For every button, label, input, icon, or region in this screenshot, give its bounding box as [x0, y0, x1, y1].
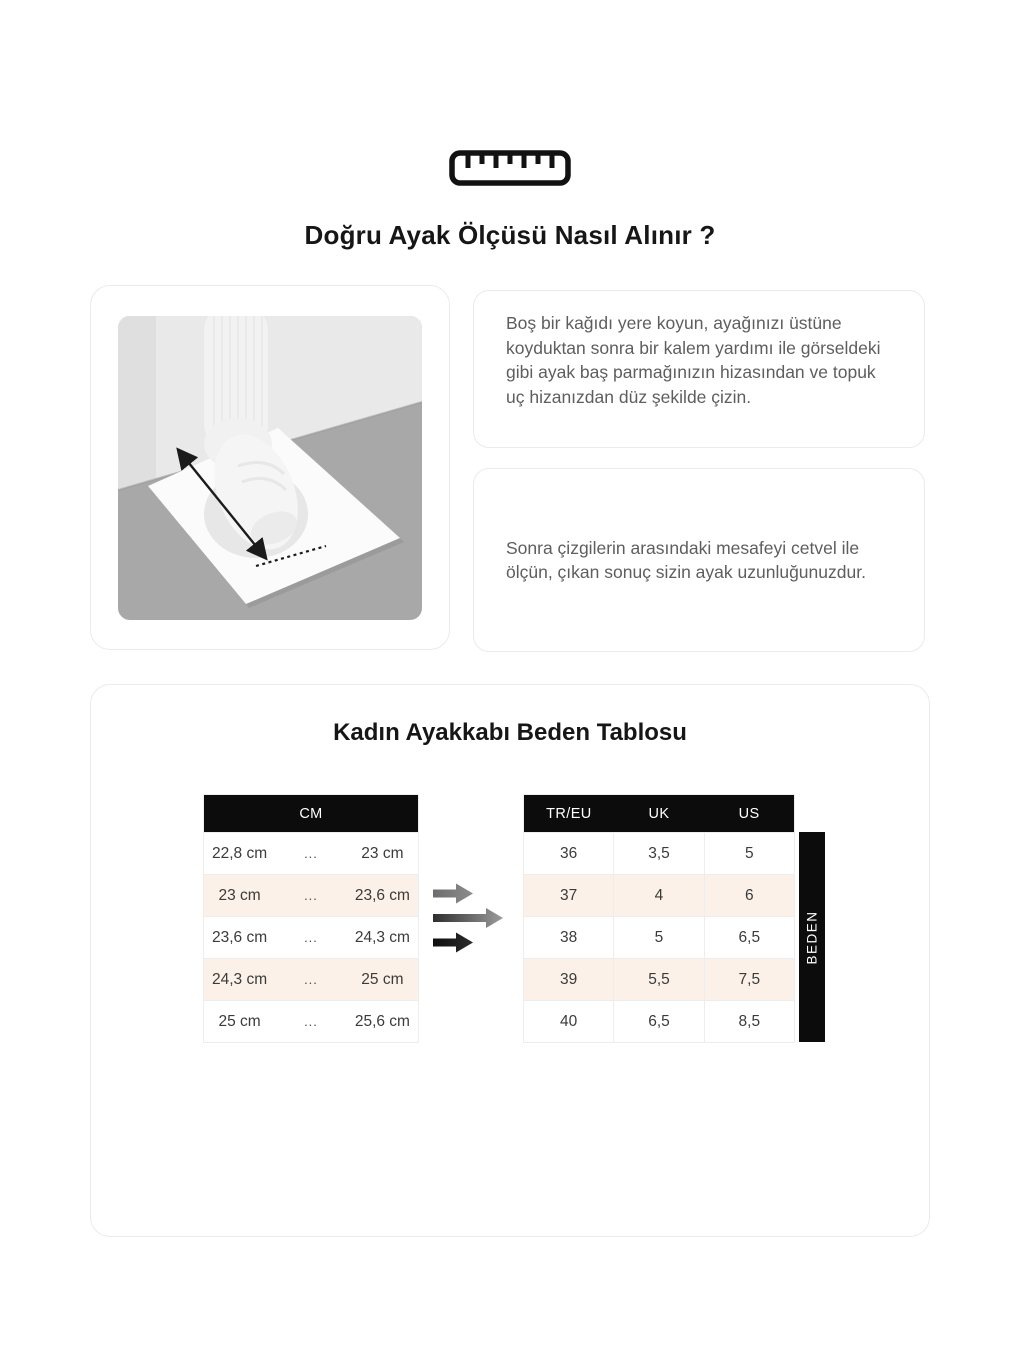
foot-measure-photo: [118, 316, 422, 620]
size-uk: 6,5: [614, 1001, 704, 1043]
size-us: 5: [704, 833, 794, 875]
cm-from: 24,3 cm: [204, 959, 276, 1001]
size-chart-title: Kadın Ayakkabı Beden Tablosu: [333, 719, 687, 746]
cm-from: 23 cm: [204, 875, 276, 917]
range-dots: ...: [275, 1001, 347, 1043]
measure-photo-card: [90, 285, 450, 650]
beden-side-bar: [799, 832, 825, 1042]
size-row: [524, 1001, 795, 1043]
size-us: 6: [704, 875, 794, 917]
col-header-us: US: [704, 795, 794, 833]
range-dots: ...: [275, 833, 347, 875]
size-row: [524, 833, 795, 875]
cm-row: [204, 917, 419, 959]
size-row: [524, 917, 795, 959]
size-tr-eu: 38: [524, 917, 614, 959]
instruction-step-2-text: Sonra çizgilerin arasındaki mesafeyi cetvel ile ölçün, çıkan sonuç sizin ayak uzunluğunuzdur.: [506, 537, 866, 582]
instruction-step-1-text: Boş bir kağıdı yere koyun, ayağınızı üstüne koyduktan sonra bir kalem yardımı ile görseldeki gibi ayak baş parmağınızın hizasından ve topuk uç hizanızdan düz şekilde çizin.: [506, 313, 881, 407]
col-header-uk: UK: [614, 795, 704, 833]
cm-to: 24,3 cm: [347, 917, 419, 959]
size-uk: 5,5: [614, 959, 704, 1001]
cm-to: 25 cm: [347, 959, 419, 1001]
instruction-step-2: [473, 468, 925, 652]
instructions-column: [473, 290, 930, 652]
cm-to: 23,6 cm: [347, 875, 419, 917]
range-dots: ...: [275, 875, 347, 917]
ruler-icon: [0, 150, 1020, 186]
cm-row: [204, 959, 419, 1001]
cm-from: 23,6 cm: [204, 917, 276, 959]
cm-to: 25,6 cm: [347, 1001, 419, 1043]
range-dots: ...: [275, 959, 347, 1001]
range-dots: ...: [275, 917, 347, 959]
beden-label: BEDEN: [804, 909, 820, 965]
size-us: 7,5: [704, 959, 794, 1001]
cm-row: [204, 1001, 419, 1043]
cm-row: [204, 833, 419, 875]
cm-table: [203, 794, 419, 1043]
cm-from: 22,8 cm: [204, 833, 276, 875]
size-tr-eu: 36: [524, 833, 614, 875]
size-chart-card: [90, 684, 930, 1237]
size-conversion-table: [523, 794, 795, 1043]
size-us: 6,5: [704, 917, 794, 959]
conversion-arrows-icon: [433, 881, 509, 953]
cm-row: [204, 875, 419, 917]
cm-to: 23 cm: [347, 833, 419, 875]
size-tr-eu: 37: [524, 875, 614, 917]
size-us: 8,5: [704, 1001, 794, 1043]
size-uk: 5: [614, 917, 704, 959]
size-uk: 4: [614, 875, 704, 917]
col-header-tr-eu: TR/EU: [524, 795, 614, 833]
size-tr-eu: 39: [524, 959, 614, 1001]
how-to-section: [90, 285, 930, 652]
size-uk: 3,5: [614, 833, 704, 875]
size-tr-eu: 40: [524, 1001, 614, 1043]
size-row: [524, 959, 795, 1001]
page-title: Doğru Ayak Ölçüsü Nasıl Alınır ?: [304, 220, 716, 250]
cm-from: 25 cm: [204, 1001, 276, 1043]
instruction-step-1: [473, 290, 925, 448]
size-row: [524, 875, 795, 917]
cm-table-header: CM: [204, 795, 419, 833]
